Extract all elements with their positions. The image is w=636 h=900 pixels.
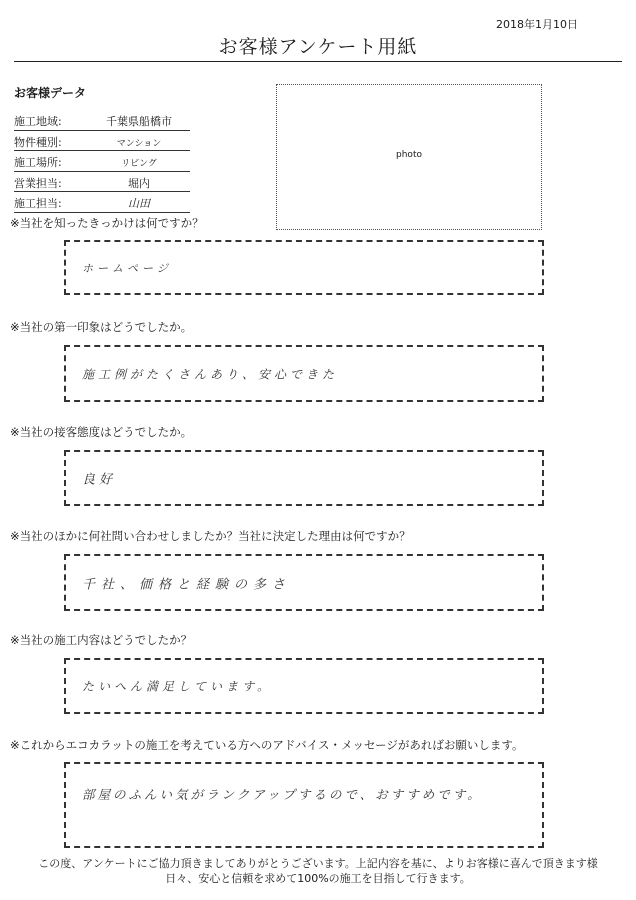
info-row-property-type	[14, 131, 190, 152]
answer-box-5	[64, 658, 544, 714]
photo-placeholder	[276, 84, 542, 230]
info-value: 山田	[128, 197, 150, 210]
info-label: 営業担当:	[14, 176, 62, 190]
answer-box-1	[64, 240, 544, 295]
info-value: 千葉県船橋市	[106, 115, 172, 128]
answer-6: 部屋のふんい気がランクアップするので、おすすめです。	[82, 786, 483, 802]
info-label: 物件種別:	[14, 135, 62, 149]
answer-box-3	[64, 450, 544, 506]
photo-label: photo	[396, 150, 422, 160]
info-label: 施工場所:	[14, 156, 62, 169]
answer-box-2	[64, 345, 544, 402]
answer-2: 施工例がたくさんあり、安心できた	[82, 367, 339, 381]
answer-box-6	[64, 762, 544, 848]
info-row-sales-rep	[14, 172, 190, 193]
info-row-location	[14, 151, 190, 172]
page-title: お客様アンケート用紙	[218, 36, 418, 58]
question-1: ※当社を知ったきっかけは何ですか？	[10, 216, 204, 230]
info-value: リビング	[121, 159, 157, 169]
question-4: ※当社のほかに何社問い合わせしましたか？当社に決定した理由は何ですか？	[10, 529, 411, 543]
question-6: ※これからエコカラットの施工を考えている方へのアドバイス・メッセージがあればお願いします。	[10, 738, 524, 752]
title-underline	[14, 61, 622, 62]
question-3: ※当社の接客態度はどうでしたか。	[10, 425, 193, 439]
question-2: ※当社の第一印象はどうでしたか。	[10, 320, 193, 334]
answer-4: 千社、価格と経験の多さ	[82, 577, 292, 592]
info-row-installer	[14, 192, 190, 213]
answer-5: たいへん満足しています。	[82, 679, 274, 694]
info-value: 堀内	[128, 176, 150, 190]
question-5: ※当社の施工内容はどうでしたか？	[10, 633, 193, 647]
footer-line-2: 日々、安心と信頼を求めて100%の施工を目指して行きます。	[165, 872, 471, 885]
info-value: マンション	[116, 138, 162, 149]
footer-line-1: この度、アンケートにご協力頂きましてありがとうございます。上記内容を基に、よりお客様に喜んで頂きます様	[38, 857, 598, 870]
customer-data-heading: お客様データ	[14, 86, 87, 100]
info-label: 施工地域:	[14, 115, 62, 128]
customer-data-table	[14, 110, 190, 213]
answer-3: 良好	[82, 472, 117, 488]
answer-1: ホームページ	[82, 261, 172, 275]
info-label: 施工担当:	[14, 197, 62, 210]
info-row-area	[14, 110, 190, 131]
survey-date: 2018年1月10日	[496, 18, 578, 31]
answer-box-4	[64, 554, 544, 611]
